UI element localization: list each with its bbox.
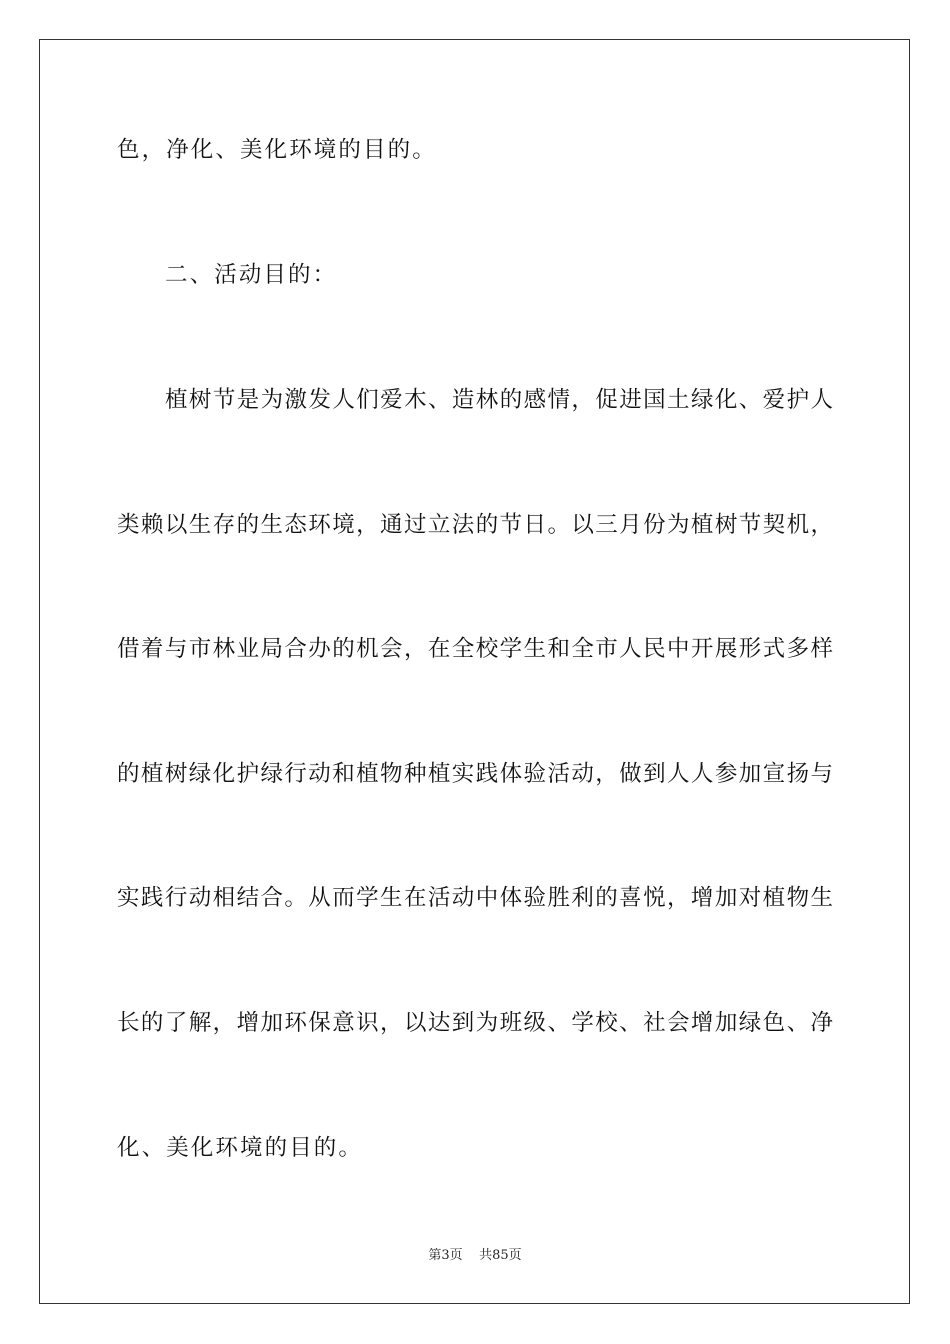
text-line-6: 的植树绿化护绿行动和植物种植实践体验活动，做到人人参加宣扬与 xyxy=(117,761,833,787)
text-line-3: 植树节是为激发人们爱木、造林的感情，促进国土绿化、爱护人 xyxy=(165,387,833,413)
text-line-8: 长的了解，增加环保意识，以达到为班级、学校、社会增加绿色、净 xyxy=(117,1010,833,1036)
text-line-4: 类赖以生存的生态环境，通过立法的节日。以三月份为植树节契机， xyxy=(117,512,833,538)
page-number: 第3页 xyxy=(428,1248,463,1263)
page-total: 共85页 xyxy=(479,1248,522,1263)
text-line-1: 色，净化、美化环境的目的。 xyxy=(117,137,437,163)
text-line-7: 实践行动相结合。从而学生在活动中体验胜利的喜悦，增加对植物生 xyxy=(117,885,833,911)
text-line-5: 借着与市林业局合办的机会，在全校学生和全市人民中开展形式多样 xyxy=(117,636,833,662)
section-heading: 二、活动目的： xyxy=(165,262,338,288)
page-border xyxy=(39,39,910,1304)
page-footer xyxy=(0,1247,950,1265)
text-line-9: 化、美化环境的目的。 xyxy=(117,1135,364,1161)
